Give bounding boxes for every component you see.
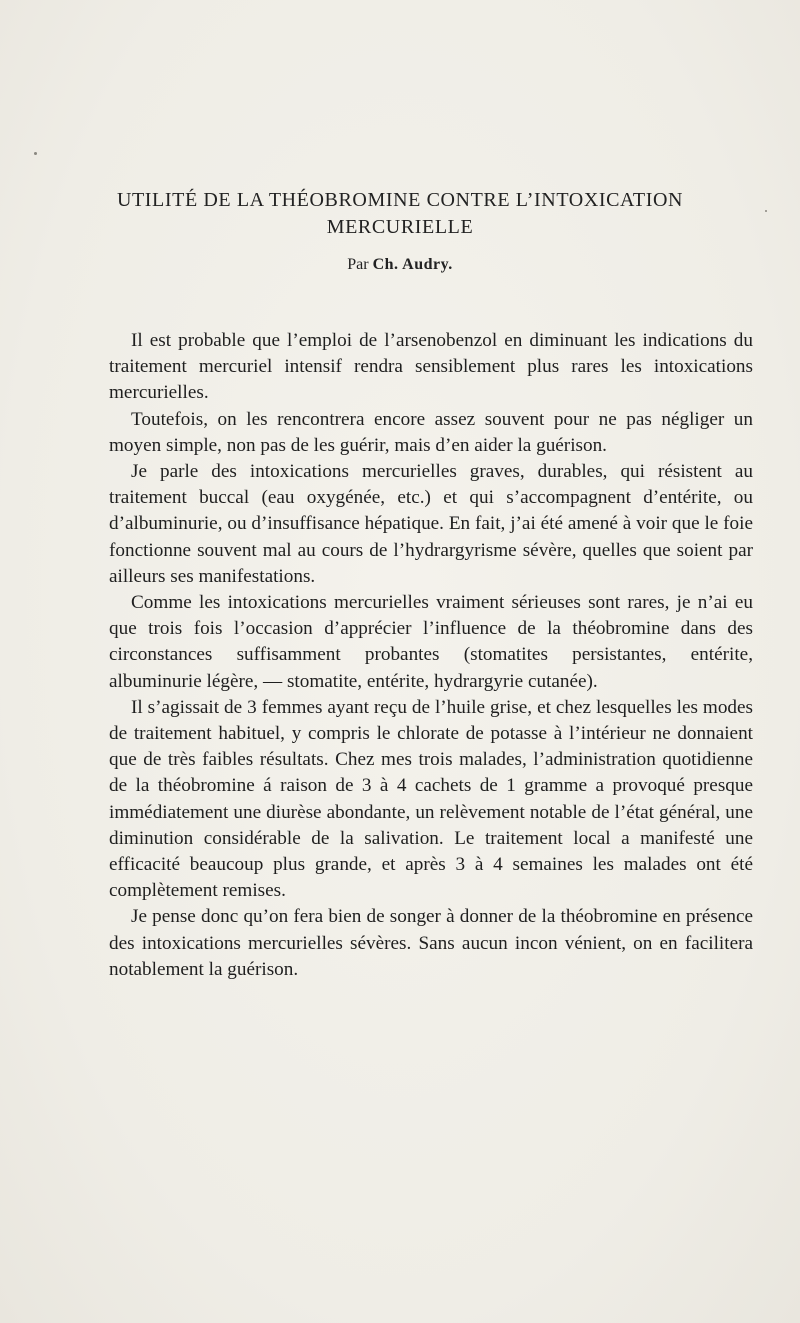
article-title-line-1: UTILITÉ DE LA THÉOBROMINE CONTRE L’INTOXICATION (116, 189, 684, 211)
article-title-line-2: MERCURIELLE (326, 216, 474, 238)
paragraph-1: Il est probable que l’emploi de l’arsenobenzol en diminuant les indications du traitement mercuriel intensif rendra sensiblement plus rares les intoxications mercurielles. (109, 330, 753, 404)
article-body (109, 328, 753, 983)
paragraph-6: Je pense donc qu’on fera bien de songer à donner de la théobromine en présence des intoxications mercurielles sévères. Sans aucun incon vénient, on en facilitera notablement la guérison. (109, 906, 753, 980)
paper-speck (765, 210, 767, 212)
paragraph-4: Comme les intoxications mercurielles vraiment sérieuses sont rares, je n’ai eu que trois fois l’occasion d’apprécier l’influence de la théobromine dans des circonstances suffisamment probantes (stomatites persistantes, entérite, albuminurie légère, — stomatite, entérite, hydrargyrie cutanée). (109, 592, 753, 692)
byline-prefix: Par (347, 256, 369, 273)
paragraph-5: Il s’agissait de 3 femmes ayant reçu de l’huile grise, et chez lesquelles les modes de traitement habituel, y compris le chlorate de potasse à l’intérieur ne donnaient que de très faibles résultats. Chez mes trois malades, l’administration quotidienne de la théobromine á raison de 3 à 4 cachets de 1 gramme a provoqué presque immédiatement une diurèse abondante, un relèvement notable de l’état général, une diminution considérable de la salivation. Le traitement local a manifesté une efficacité beaucoup plus grande, et après 3 à 4 semaines les malades ont été complètement remises. (109, 696, 753, 902)
paper-speck (34, 152, 37, 155)
paragraph-3: Je parle des intoxications mercurielles graves, durables, qui résistent au traitement buccal (eau oxygénée, etc.) et qui s’accompagnent d’entérite, ou d’albuminurie, ou d’insuffisance hépatique. En fait, j’ai été amené à voir que le foie fonctionne souvent mal au cours de l’hydrargyrisme sévère, quelles que soient par ailleurs ses manifestations. (109, 461, 753, 587)
paragraph-2: Toutefois, on les rencontrera encore assez souvent pour ne pas négliger un moyen simple, non pas de les guérir, mais d’en aider la guérison. (109, 408, 753, 456)
byline (0, 255, 800, 275)
author-name: Ch. Audry. (372, 256, 453, 273)
